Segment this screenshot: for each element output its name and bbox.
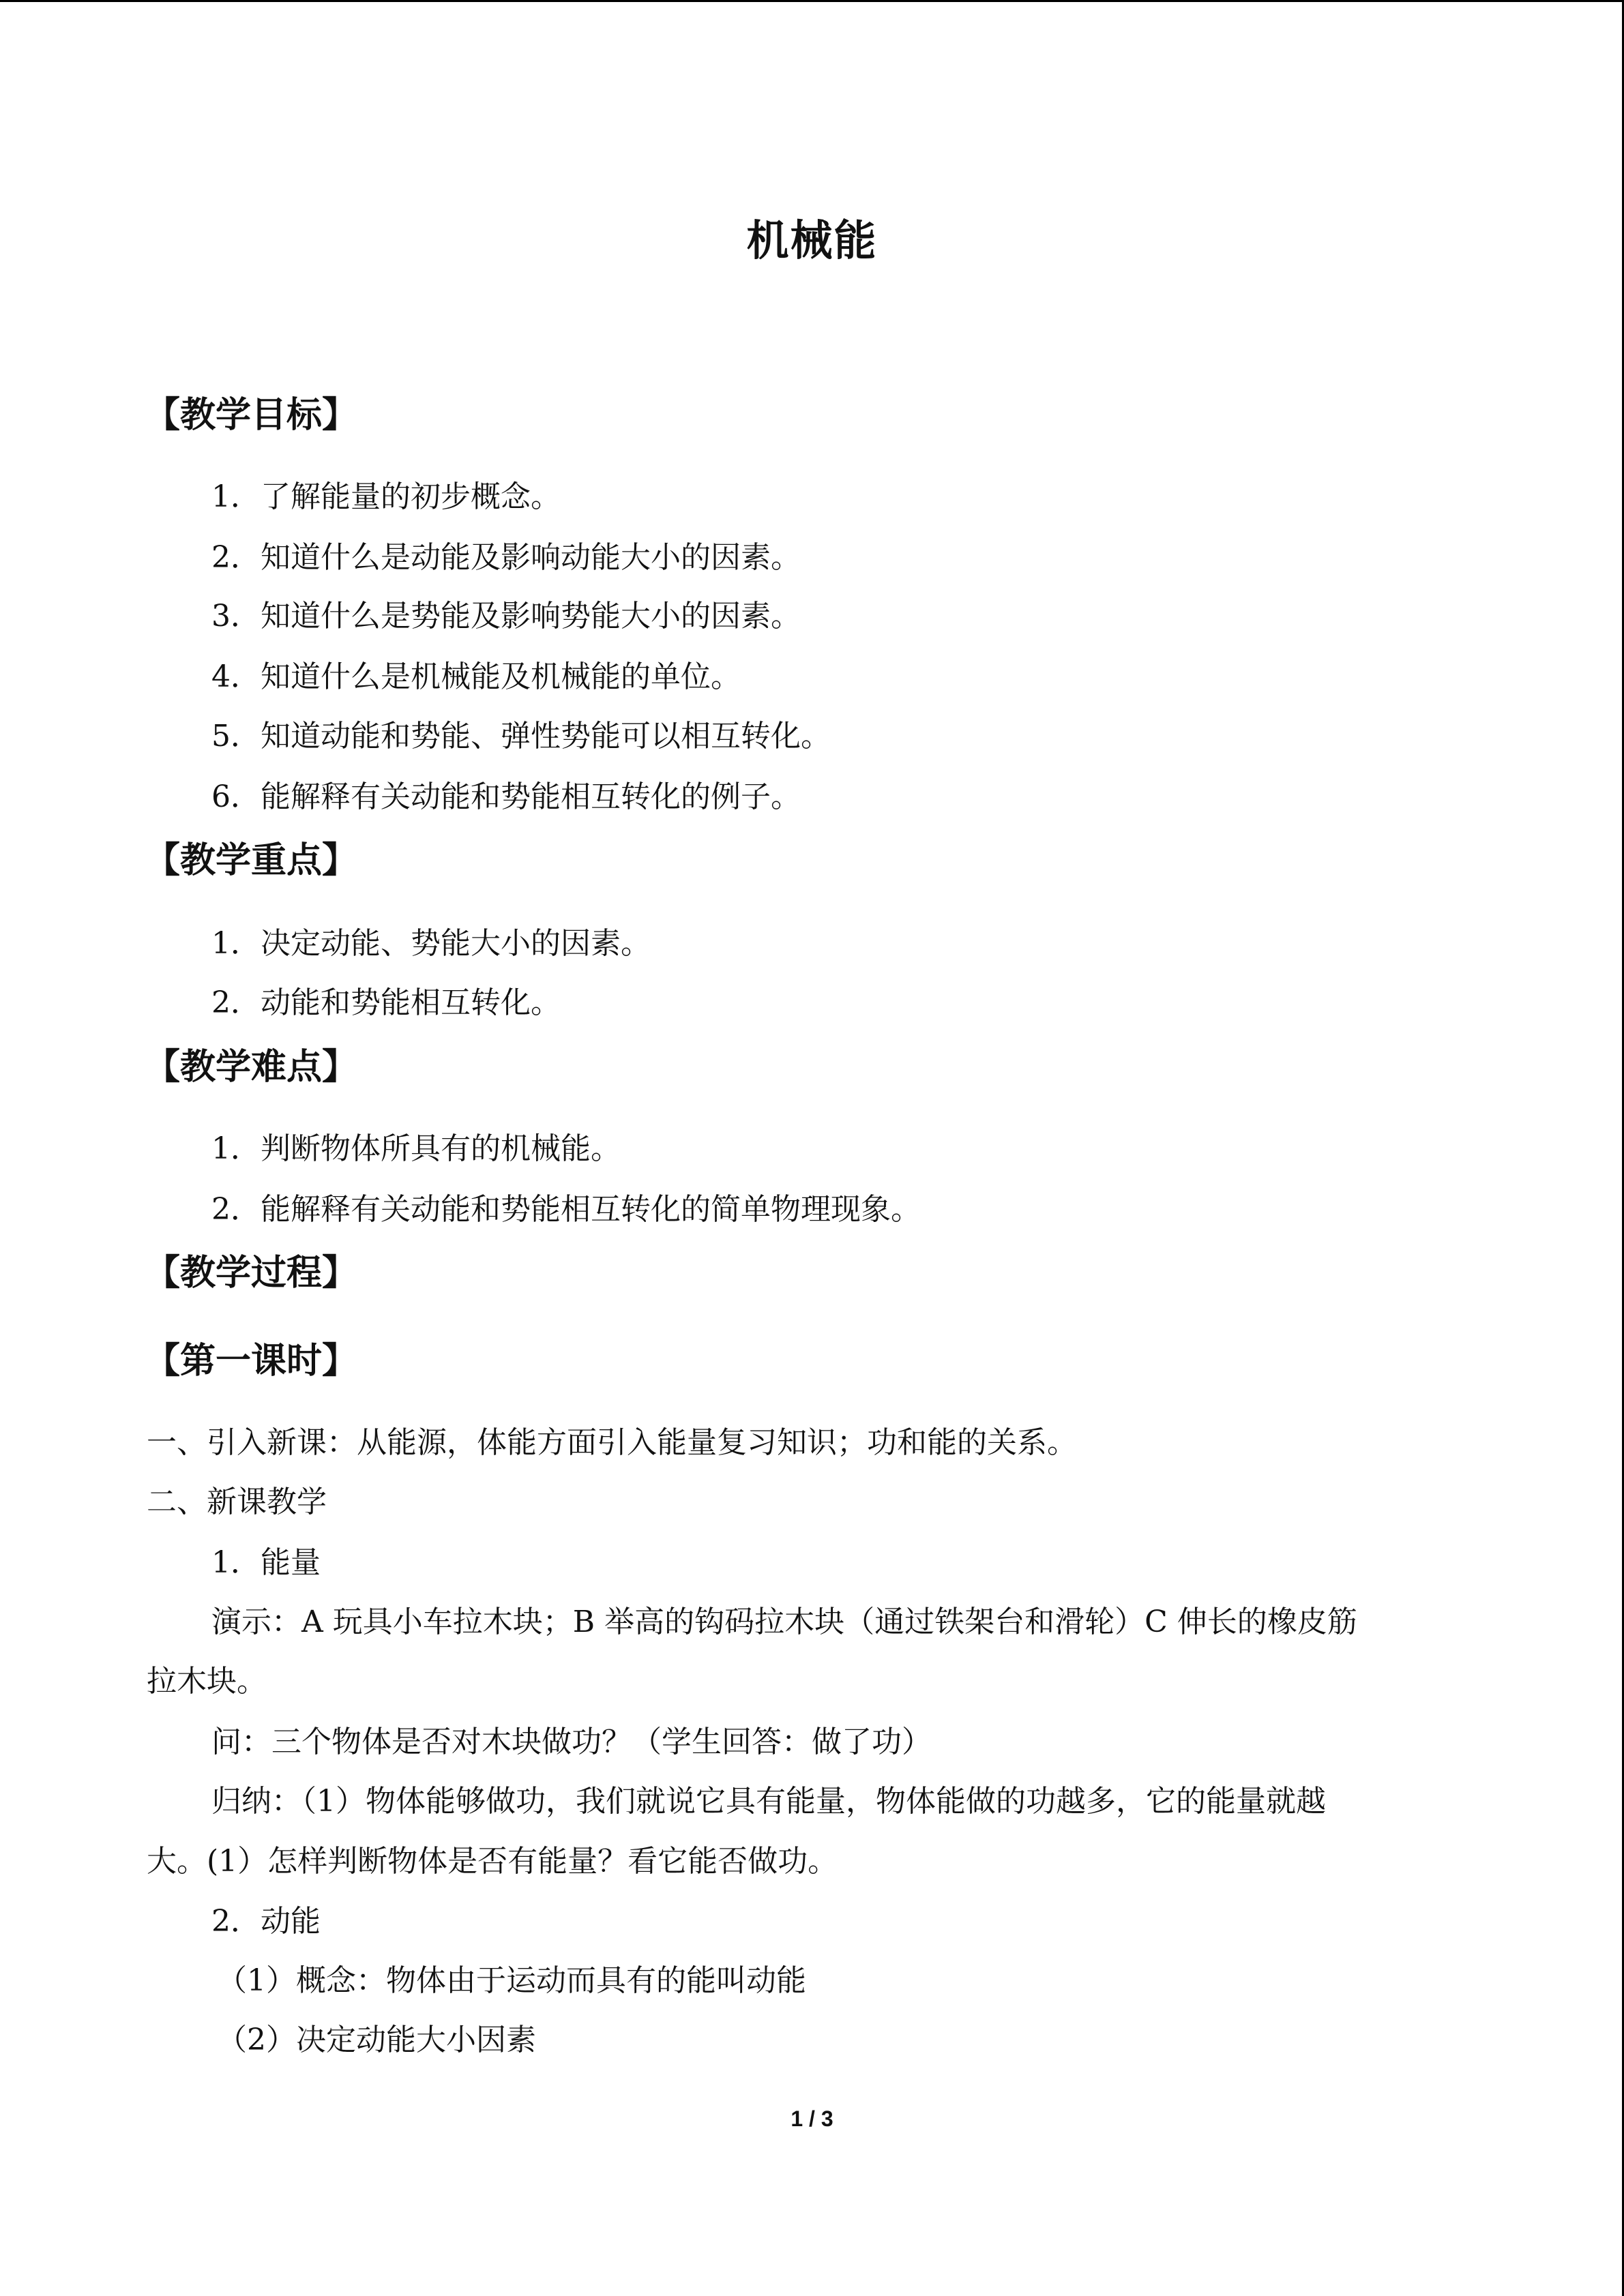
heading-key-points: 【教学重点】 xyxy=(145,840,358,881)
heading-difficulties: 【教学难点】 xyxy=(145,1047,358,1088)
objective-item-6: 6．能解释有关动能和势能相互转化的例子。 xyxy=(211,779,801,814)
difficulty-item-2: 2．能解释有关动能和势能相互转化的简单物理现象。 xyxy=(211,1192,921,1227)
lesson-line-new-lesson: 二、新课教学 xyxy=(147,1485,327,1519)
lesson-line-demo: 演示：A 玩具小车拉木块；B 举高的钩码拉木块（通过铁架台和滑轮）C 伸长的橡皮筋 xyxy=(211,1605,1357,1639)
lesson-line-kinetic-concept: （1）概念：物体由于运动而具有的能叫动能 xyxy=(217,1963,806,1998)
heading-first-lesson: 【第一课时】 xyxy=(145,1341,358,1382)
lesson-line-summary-cont: 大。(1）怎样判断物体是否有能量？看它能否做功。 xyxy=(147,1844,838,1879)
objective-item-2: 2．知道什么是动能及影响动能大小的因素。 xyxy=(211,540,801,575)
objective-item-5: 5．知道动能和势能、弹性势能可以相互转化。 xyxy=(211,719,831,754)
lesson-line-demo-cont: 拉木块。 xyxy=(147,1664,267,1699)
lesson-line-kinetic-heading: 2．动能 xyxy=(211,1904,321,1939)
lesson-line-summary: 归纳：（1）物体能够做功，我们就说它具有能量，物体能做的功越多，它的能量就越 xyxy=(211,1784,1326,1819)
objective-item-3: 3．知道什么是势能及影响势能大小的因素。 xyxy=(211,599,801,633)
objective-item-1: 1．了解能量的初步概念。 xyxy=(211,479,561,514)
lesson-line-question: 问：三个物体是否对木块做功？（学生回答：做了功） xyxy=(211,1725,932,1759)
objective-item-4: 4．知道什么是机械能及机械能的单位。 xyxy=(211,659,741,694)
difficulty-item-1: 1．判断物体所具有的机械能。 xyxy=(211,1131,621,1166)
key-point-item-2: 2．动能和势能相互转化。 xyxy=(211,985,561,1020)
lesson-line-kinetic-factors: （2）决定动能大小因素 xyxy=(217,2023,536,2057)
heading-objectives: 【教学目标】 xyxy=(145,395,358,436)
heading-process: 【教学过程】 xyxy=(145,1253,358,1294)
page-number: 1 / 3 xyxy=(791,2106,833,2131)
key-point-item-1: 1．决定动能、势能大小的因素。 xyxy=(211,926,651,961)
lesson-line-energy-heading: 1．能量 xyxy=(211,1545,321,1580)
document-title: 机械能 xyxy=(746,215,878,265)
lesson-line-intro: 一、引入新课：从能源，体能方面引入能量复习知识；功和能的关系。 xyxy=(147,1425,1077,1460)
